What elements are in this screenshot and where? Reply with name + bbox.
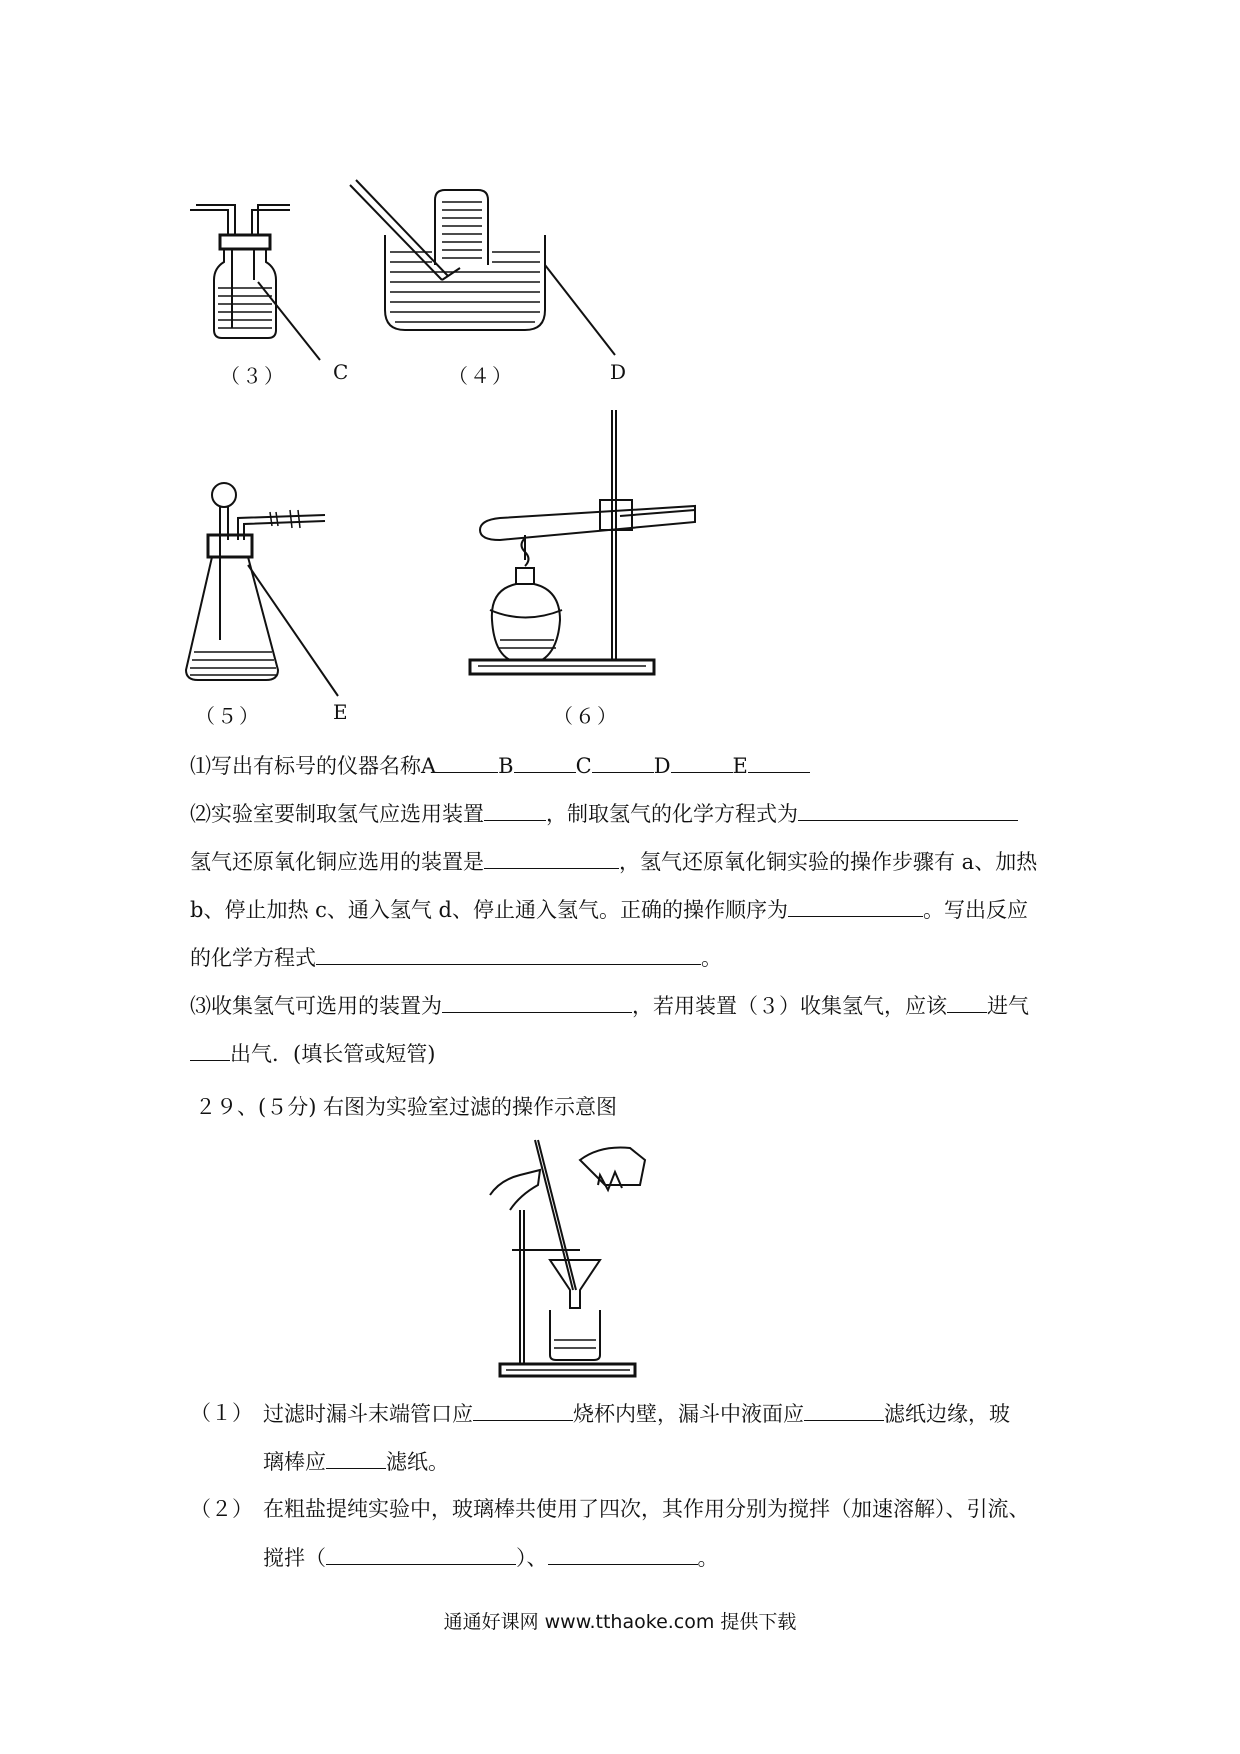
answer-blank-d[interactable] <box>671 750 733 773</box>
q28-part3-text-c: 进气 <box>987 994 1029 1018</box>
q28-part2-line4 <box>190 942 722 973</box>
q29-s2-text-b: ）、 <box>516 1546 548 1570</box>
pointer-label-d: D <box>610 360 629 384</box>
q28-part2-text-a: ⑵实验室要制取氢气应选用装置 <box>190 802 484 826</box>
q28-part3-text-d: 出气．(填长管或短管) <box>230 1042 436 1066</box>
answer-blank-gas-inlet[interactable] <box>947 990 987 1013</box>
answer-blank-gas-outlet[interactable] <box>190 1038 230 1061</box>
answer-blank-reduction-equation[interactable] <box>316 942 701 965</box>
q28-part2-line1 <box>190 798 1018 829</box>
q29-s1-text-b: 烧杯内壁，漏斗中液面应 <box>573 1402 804 1426</box>
q29-s2-text-a: 搅拌（ <box>263 1546 326 1570</box>
figure-4-water-trough <box>350 180 620 350</box>
figure-filtration-diagram <box>490 1140 655 1380</box>
q29-title: ２９、(５分) 右图为实验室过滤的操作示意图 <box>195 1095 618 1119</box>
answer-blank-fourth-use[interactable] <box>548 1542 698 1565</box>
answer-blank-b[interactable] <box>514 750 576 773</box>
q28-part2-text-e: b、停止加热 c、通入氢气 d、停止通入氢气。正确的操作顺序为 <box>190 898 788 922</box>
q28-part1-prefix: ⑴写出有标号的仪器名称 <box>190 754 421 778</box>
q28-part3-text-a: ⑶收集氢气可选用的装置为 <box>190 994 442 1018</box>
answer-blank-glass-rod[interactable] <box>326 1446 386 1469</box>
answer-blank-stir-purpose[interactable] <box>326 1542 516 1565</box>
answer-blank-c[interactable] <box>592 750 654 773</box>
instrument-label-c: C <box>575 754 592 778</box>
q29-s2-line1: 在粗盐提纯实验中，玻璃棒共使用了四次，其作用分别为搅拌（加速溶解）、引流、 <box>263 1497 1030 1521</box>
figure-5-flask-generator <box>180 480 380 695</box>
q28-part3-line1 <box>190 990 1029 1021</box>
q29-s1-text-e: 滤纸。 <box>386 1450 449 1474</box>
answer-blank-e[interactable] <box>748 750 810 773</box>
q29-s2-number: （２） <box>190 1497 253 1521</box>
instrument-label-e: E <box>732 754 748 778</box>
q28-part2-text-h: 。 <box>701 946 722 970</box>
figure-5-label: （５） <box>195 704 261 728</box>
answer-blank-reduction-apparatus[interactable] <box>484 846 619 869</box>
instrument-label-b: B <box>498 754 514 778</box>
q28-part3-line2 <box>190 1038 435 1069</box>
q28-part2-text-c: 氢气还原氧化铜应选用的装置是 <box>190 850 484 874</box>
figure-3-gas-washing-bottle <box>190 200 350 340</box>
figure-6-label: （６） <box>553 704 619 728</box>
q28-part3-text-b: ，若用装置（３）收集氢气，应该 <box>632 994 947 1018</box>
q28-part2-text-g: 的化学方程式 <box>190 946 316 970</box>
pointer-label-c: C <box>333 360 351 384</box>
answer-blank-operation-order[interactable] <box>788 894 923 917</box>
answer-blank-h2-equation[interactable] <box>798 798 1018 821</box>
q29-s1-text-a: 过滤时漏斗末端管口应 <box>263 1402 473 1426</box>
figure-4-label: （４） <box>448 364 514 388</box>
q29-s1-text-c: 滤纸边缘，玻 <box>884 1402 1010 1426</box>
q29-s2-text-c: 。 <box>697 1546 719 1570</box>
answer-blank-h2-apparatus[interactable] <box>484 798 546 821</box>
q29-s2-line2 <box>263 1542 719 1573</box>
q28-part2-text-f: 。写出反应 <box>923 898 1028 922</box>
q28-part2-text-b: ，制取氢气的化学方程式为 <box>546 802 798 826</box>
figure-6-heating-apparatus <box>470 410 710 680</box>
q28-part1-line <box>190 750 810 781</box>
answer-blank-a[interactable] <box>436 750 498 773</box>
q29-s1-number: （１） <box>190 1401 253 1425</box>
q28-part2-line3 <box>190 894 1028 925</box>
answer-blank-funnel-tip[interactable] <box>473 1398 573 1421</box>
q28-part2-text-d: ，氢气还原氧化铜实验的操作步骤有 a、加热 <box>619 850 1038 874</box>
q29-s1-line2 <box>263 1446 449 1477</box>
page-footer: 通通好课网 www.tthaoke.com 提供下载 <box>443 1611 797 1633</box>
answer-blank-liquid-level[interactable] <box>804 1398 884 1421</box>
q29-s1-text-d: 璃棒应 <box>263 1450 326 1474</box>
q29-s1-line1 <box>263 1398 1010 1429</box>
q28-part2-line2 <box>190 846 1037 877</box>
pointer-label-e: E <box>333 700 350 724</box>
figure-3-label: （３） <box>220 364 286 388</box>
answer-blank-collection-apparatus[interactable] <box>442 990 632 1013</box>
instrument-label-d: D <box>653 754 671 778</box>
instrument-label-a: A <box>421 754 437 778</box>
